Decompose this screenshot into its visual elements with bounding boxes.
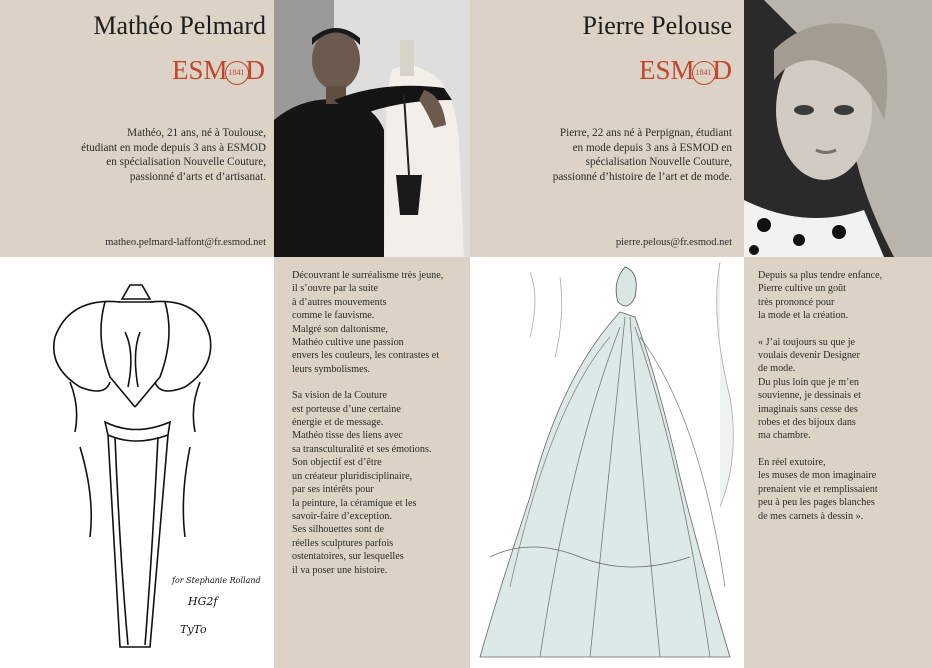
designer-bio <box>4 126 266 184</box>
designer-name: Pierre Pelouse <box>582 11 732 40</box>
left-story-panel <box>274 257 470 668</box>
sketch-drawing <box>470 257 744 668</box>
story-paragraph-1: Découvrant le surréalisme très jeune, il s’ouvre par la suite à d’autres mouvements comme le fauvisme. Malgré son daltonisme, Mathéo cultive une passion envers les couleurs, les contrastes et leurs symbolismes. <box>292 270 444 375</box>
bio-text: Mathéo, 21 ans, né à Toulouse, étudiant en mode depuis 3 ans à ESMOD en spécialisation Nouvelle Couture, passionné d’arts et d’artisanat. <box>81 127 266 183</box>
esmod-logo <box>639 55 732 86</box>
story-paragraph-1: Depuis sa plus tendre enfance, Pierre cultive un goût très prononcé pour la mode et la création. <box>758 270 883 322</box>
fashion-sketch-pierre <box>470 257 744 668</box>
esmod-logo <box>172 55 265 86</box>
logo-seal: 1841 <box>225 61 249 85</box>
designer-name: Mathéo Pelmard <box>93 11 266 40</box>
portrait-illustration <box>274 0 470 257</box>
portrait-illustration <box>744 0 932 257</box>
logo-text-start: ESM <box>171 55 228 85</box>
designer-bio <box>470 126 732 184</box>
portrait-photo-matheo <box>274 0 470 257</box>
logo-seal: 1841 <box>692 61 716 85</box>
portrait-photo-pierre <box>744 0 932 257</box>
designer-email: matheo.pelmard-laffont@fr.esmod.net <box>105 237 266 248</box>
bio-text: Pierre, 22 ans né à Perpignan, étudiant en mode depuis 3 ans à ESMOD en spécialisation Nouvelle Couture, passionné d’histoire de l’art et de mode. <box>552 127 732 183</box>
sketch-note-3: TyTo <box>180 623 207 636</box>
right-header-panel <box>470 0 744 257</box>
left-header-panel <box>0 0 274 257</box>
story-paragraph-2: Sa vision de la Couture est porteuse d’une certaine énergie et de message. Mathéo tisse des liens avec sa transculturalité et ses émotions. Son objectif est d’être un créateur pluridisciplinaire, par ses intérêts pour la peinture, la céramique et les savoir-faire d’exception. Ses silhouettes sont de réelles sculptures parfois ostentatoires, sur lesquelles il va poser une histoire. <box>292 390 432 576</box>
fashion-sketch-matheo <box>0 257 274 668</box>
designer-email: pierre.pelous@fr.esmod.net <box>615 237 732 248</box>
logo-text-end: D <box>712 55 732 85</box>
sketch-drawing <box>0 257 274 668</box>
story-paragraph-2: « J’ai toujours su que je voulais devenir Designer de mode. Du plus loin que je m’en souvienne, je dessinais et imaginais sans cesse des robes et des bijoux dans ma chambre. <box>758 336 861 442</box>
story-text <box>292 269 468 590</box>
logo-text-end: D <box>245 55 265 85</box>
story-text <box>758 269 930 536</box>
sketch-note-2: HG2f <box>188 595 218 608</box>
right-story-panel <box>744 257 932 668</box>
logo-text-start: ESM <box>638 55 695 85</box>
sketch-note-1: for Stephanie Rolland <box>172 576 261 585</box>
story-paragraph-3: En réel exutoire, les muses de mon imaginaire prenaient vie et remplissaient peu à peu les pages blanches de mes carnets à dessin ». <box>758 456 878 522</box>
